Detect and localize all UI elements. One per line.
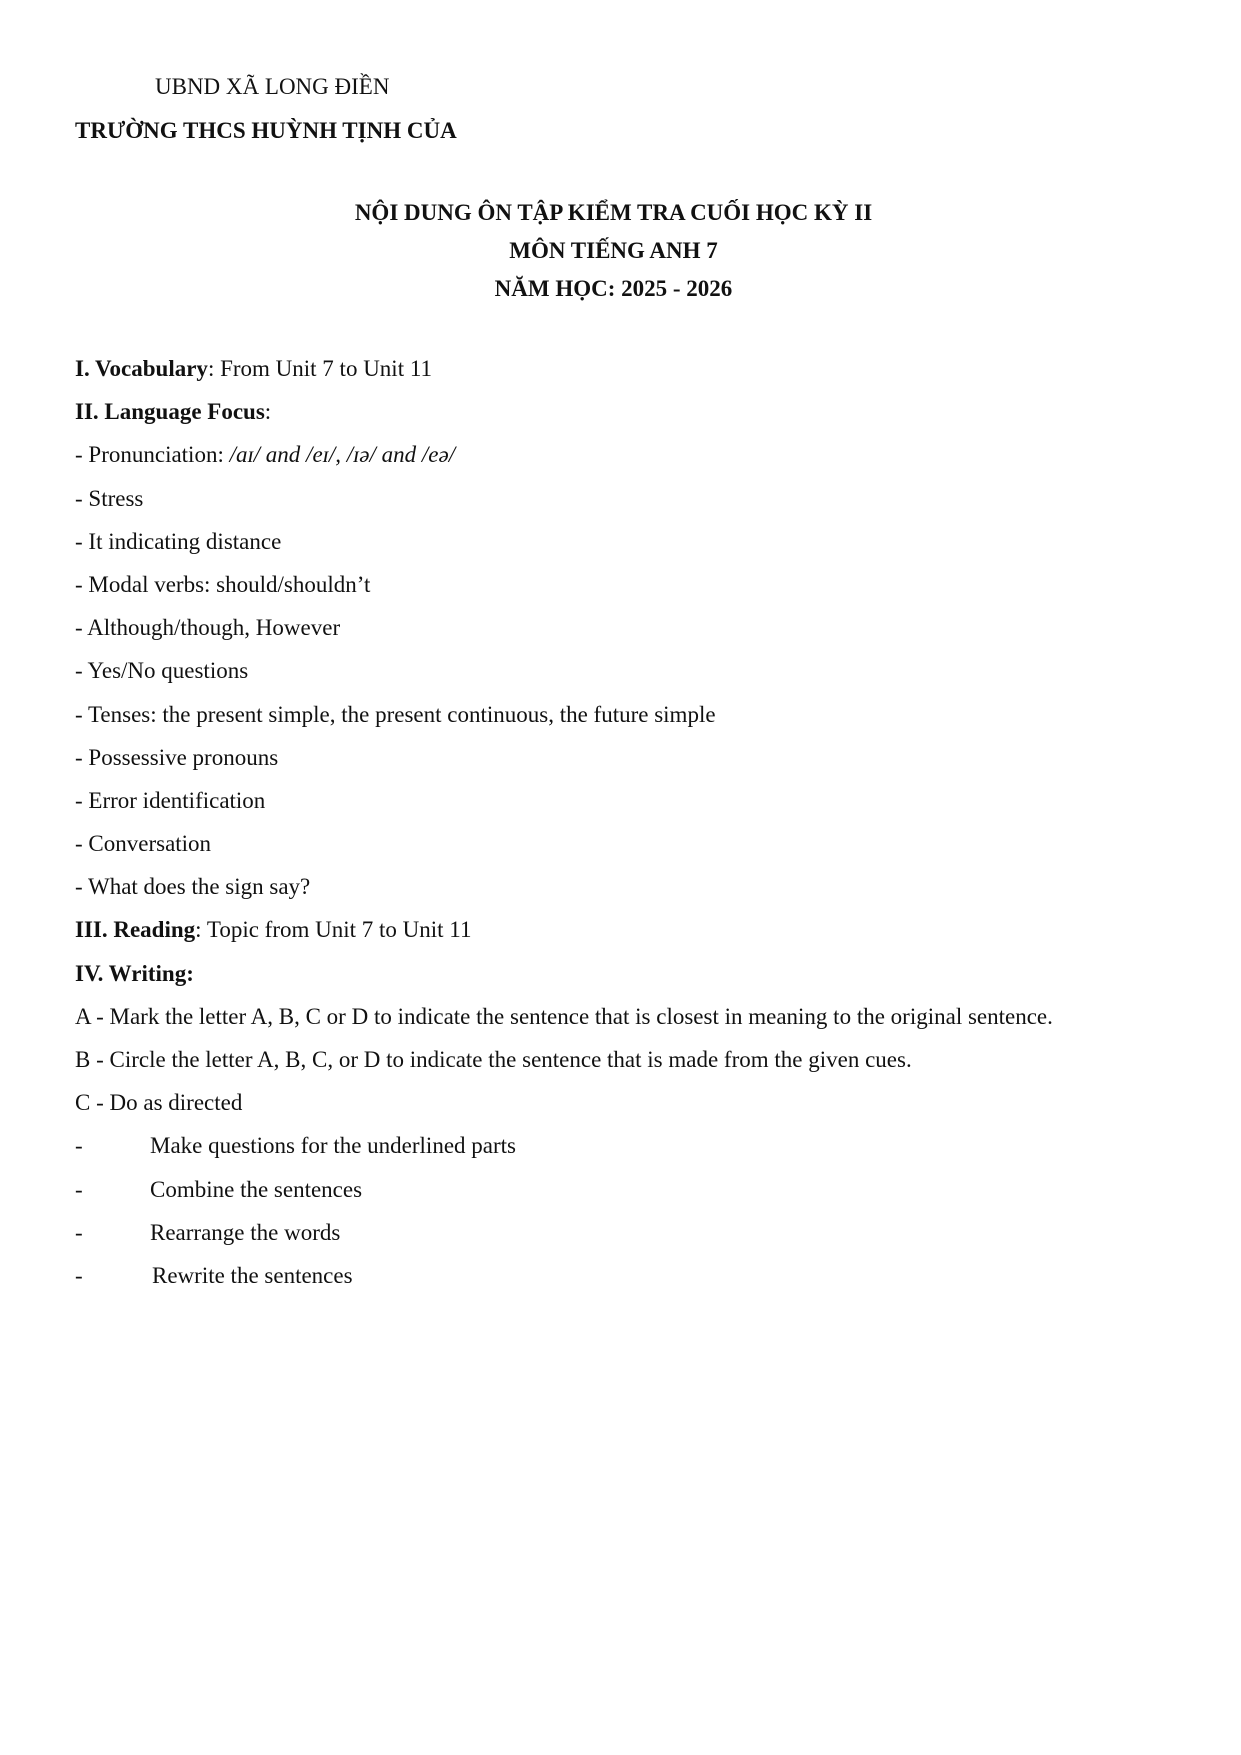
language-item: - What does the sign say? [75,874,311,900]
writing-item-b: B - Circle the letter A, B, C, or D to indicate the sentence that is made from the given cues. [75,1047,912,1072]
language-item: - It indicating distance [75,528,282,554]
bullet-dash: - [75,1176,83,1202]
doc-title: NỘI DUNG ÔN TẬP KIỂM TRA CUỐI HỌC KỲ II [354,200,873,225]
writing-c-subitem [75,1131,1235,1174]
writing-heading: IV. Writing: [75,960,194,986]
writing-c-subitem-text: Rearrange the words [150,1219,341,1245]
pronunciation-value: /aɪ/ and /eɪ/, /ɪə/ and /eə/ [229,442,456,468]
section-vocabulary [75,354,1235,397]
vocabulary-heading: I. Vocabulary [75,356,208,381]
writing-c-subitem [75,1261,1235,1304]
section-language-focus [75,397,1235,440]
review-content [75,354,1235,1304]
writing-c-subitem [75,1175,1235,1218]
bullet-dash: - [75,1262,83,1288]
writing-item-a: A - Mark the letter A, B, C or D to indicate the sentence that is closest in meaning to the original sentence. [75,1003,1053,1029]
language-item: - Error identification [75,787,266,813]
reading-text: : Topic from Unit 7 to Unit 11 [195,917,472,943]
bullet-dash: - [75,1219,83,1245]
org-name: UBND XÃ LONG ĐIỀN [155,74,390,99]
language-item: - Tenses: the present simple, the present continuous, the future simple [75,701,716,727]
language-item: - Yes/No questions [75,658,249,684]
language-item: - Modal verbs: should/shouldn’t [75,571,371,597]
vocabulary-text: : From Unit 7 to Unit 11 [207,356,432,381]
writing-c-subitem-text: Rewrite the sentences [152,1262,353,1288]
writing-c-subitem-text: Combine the sentences [150,1176,363,1202]
doc-school-year: NĂM HỌC: 2025 - 2026 [494,276,733,301]
language-focus-heading: II. Language Focus [75,399,265,425]
language-focus-colon: : [264,399,272,425]
reading-heading: III. Reading [75,917,196,943]
language-item: - Possessive pronouns [75,744,279,770]
doc-subject: MÔN TIẾNG ANH 7 [509,238,718,263]
section-reading [75,915,1235,958]
writing-c-subitem [75,1218,1235,1261]
language-item: - Conversation [75,831,212,857]
writing-item-c: C - Do as directed [75,1090,243,1116]
pronunciation-label: - Pronunciation: [75,442,230,468]
language-item: - Although/though, However [75,615,341,641]
language-item: - Stress [75,485,144,511]
writing-c-subitem-text: Make questions for the underlined parts [150,1133,516,1159]
school-name: TRƯỜNG THCS HUỲNH TỊNH CỦA [75,118,457,143]
language-item-pronunciation [75,440,1235,483]
bullet-dash: - [75,1133,83,1159]
